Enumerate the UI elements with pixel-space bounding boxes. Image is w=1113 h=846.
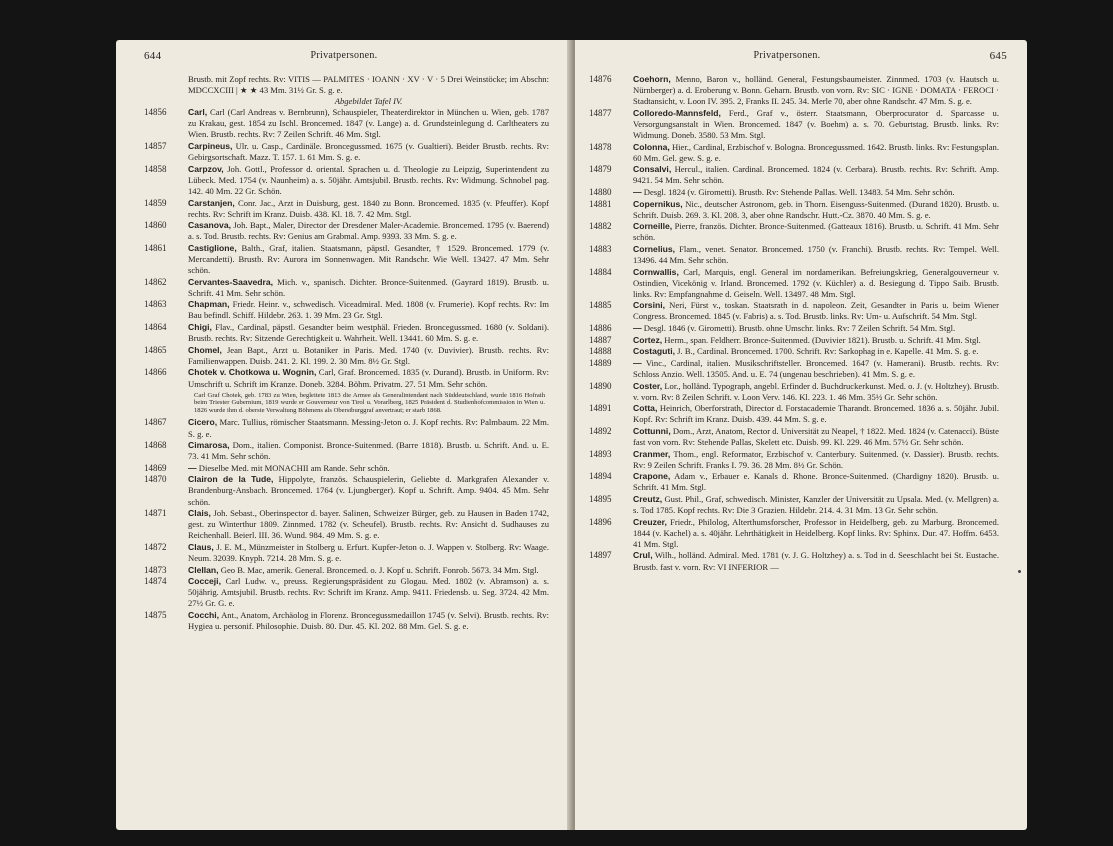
catalog-entry <box>144 345 549 367</box>
catalog-entry <box>144 417 549 439</box>
entry-number: 14886 <box>589 323 612 334</box>
entry-text: Herm., span. Feldherr. Bronce-Suitenmed. (Duvivier 1821). Brustb. u. Schrift. 41 Mm. Stgl. <box>664 334 981 345</box>
catalog-entry <box>589 346 999 357</box>
entry-text: Conr. Jac., Arzt in Duisburg, gest. 1840 zu Bonn. Broncemed. 1835 (v. Pfeuffer). Kopf rechts. Rv: Schrift im Kranz. Duisb. 438. Kl. 18. 7. 42 Mm. Stgl. <box>188 197 549 219</box>
entry-text: Hercul., italien. Cardinal. Broncemed. 1824 (v. Cerbara). Brustb. rechts. Rv: Schrift. Amp. 9421. 54 Mm. Sehr schön. <box>633 164 999 186</box>
entry-number: 14860 <box>144 220 167 231</box>
catalog-entry <box>144 565 549 576</box>
entry-text: Flav., Cardinal, päpstl. Gesandter beim westphäl. Frieden. Broncegussmed. 1680 (v. Soldani). Brustb. rechts. Rv: Sitzende Gerechtigkeit u. Wahrheit. Well. 13441. 60 Mm. S. g. e. <box>188 322 549 344</box>
entry-number: 14873 <box>144 564 167 575</box>
entry-name: Clais, <box>188 508 211 519</box>
right-column <box>589 74 999 573</box>
entry-number: 14883 <box>589 243 612 254</box>
entry-name: Carpineus, <box>188 141 233 152</box>
entry-text: Geo B. Mac, amerik. General. Broncemed. o. J. Kopf u. Schrift. Fonrob. 5673. 34 Mm. Stgl. <box>220 564 539 575</box>
catalog-entry <box>144 141 549 163</box>
catalog-entry <box>589 517 999 550</box>
catalog-entry <box>589 164 999 186</box>
entry-text: Hier., Cardinal, Erzbischof v. Bologna. Broncegussmed. 1642. Brustb. links. Rv: Festungsplan. 60 Mm. Gel. gew. S. g. e. <box>633 141 999 163</box>
entry-text: J. B., Cardinal. Broncemed. 1700. Schrift. Rv: Sarkophag in e. Kapelle. 41 Mm. S. g. e. <box>677 346 979 357</box>
catalog-entry <box>589 550 999 572</box>
entry-number: 14887 <box>589 334 612 345</box>
entry-number: 14878 <box>589 141 612 152</box>
catalog-entry <box>144 440 549 462</box>
left-entries-continued <box>144 417 549 632</box>
margin-mark <box>1018 570 1021 573</box>
catalog-entry <box>144 474 549 507</box>
entry-text: Ferd., Graf v., österr. Staatsmann, Oberprocurator d. Sparcasse u. Versorgungsanstalt in Wien. Broncemed. 1847 (v. Boehm) a. s. 70. Geburtstag. Brustb. links. Rv: Widmung. Doneb. 3580. 53 Mm. Stgl. <box>633 107 999 140</box>
catalog-entry <box>589 494 999 516</box>
catalog-entry <box>144 107 549 140</box>
entry-name: Cornelius, <box>633 243 676 254</box>
entry-name: Coehorn, <box>633 74 671 84</box>
entry-text: Dom., Arzt, Anatom, Rector d. Universität zu Neapel, † 1822. Med. 1824 (v. Catenacci). Büste fast von vorn. Rv: Stehende Pallas, Skelett etc. Duisb. 99. Kl. 229. 46 Mm. 57½ Gr. Sehr schön. <box>633 425 999 447</box>
entry-text: Heinrich, Oberforstrath, Director d. Forstacademie Tharandt. Broncemed. 1836 a. s. 50jähr. Jubil. Kopf. Rv: Schrift im Kranz. Duisb. 439. 44 Mm. S. g. e. <box>633 403 999 425</box>
entry-text: Carl (Carl Andreas v. Bernbrunn), Schauspieler, Theaterdirektor in München u. Wien, geb. 1787 zu Krakau, gest. 1854 zu Ischl. Broncemed. 1847 (v. Lange) a. d. Grundsteinlegung d. Carltheaters zu Wien. Brustb. rechts. Rv: 7 Zeilen Schrift. 46 Mm. Stgl. <box>188 107 549 140</box>
entry-text: Dom., italien. Componist. Bronce-Suitenmed. (Barre 1818). Brustb. u. Schrift. And. u. E. 73. 41 Mm. Sehr schön. <box>188 440 549 462</box>
entry-name: Casanova, <box>188 220 231 231</box>
entry-name: Copernikus, <box>633 198 683 209</box>
entry-number: 14893 <box>589 448 612 459</box>
entry-name: Cranmer, <box>633 448 671 459</box>
entry-number: 14859 <box>144 197 167 208</box>
entry-text: Desgl. 1824 (v. Girometti). Brustb. Rv: Stehende Pallas. Well. 13483. 54 Mm. Sehr schön. <box>643 186 955 197</box>
continuation-text: Brustb. mit Zopf rechts. Rv: VITIS — PALMITES · IOANN · XV · V · 5 Drei Weinstöcke; im Abschn: MDCCXCIII | ★ ★ 43 Mm. 31½ Gr. S. g. e. <box>188 74 549 96</box>
entry-name: Crul, <box>633 550 653 561</box>
entry-number: 14864 <box>144 322 167 333</box>
entry-name: Creutz, <box>633 493 663 504</box>
entry-name: Claus, <box>188 541 214 552</box>
entry-name: Costaguti, <box>633 346 676 357</box>
entry-text: Carl Ludw. v., preuss. Regierungspräsident zu Glogau. Med. 1802 (v. Abramson) a. s. 50jährig. Amtsjubil. Brustb. rechts. Rv: Schrift im Kranz. Amp. 9411. Friedensb. u. Seg. 3724. 42 Mm. 27½ Gr. G. e. <box>188 576 549 609</box>
catalog-entry <box>589 244 999 266</box>
entry-text: Flam., venet. Senator. Broncemed. 1750 (v. Franchi). Brustb. rechts. Rv: Tempel. Well. 13496. 44 Mm. Sehr schön. <box>633 243 999 265</box>
entry-number: 14858 <box>144 163 167 174</box>
entry-name: Castiglione, <box>188 242 237 253</box>
catalog-entry <box>144 220 549 242</box>
catalog-entry <box>144 164 549 197</box>
entry-name: Cottunni, <box>633 425 671 436</box>
catalog-entry <box>589 142 999 164</box>
entry-number: 14892 <box>589 425 612 436</box>
catalog-entry <box>589 335 999 346</box>
entry-name: Crapone, <box>633 471 671 482</box>
catalog-entry <box>589 74 999 107</box>
catalog-entry <box>144 542 549 564</box>
catalog-entry <box>144 198 549 220</box>
entry-text: Carl, Graf. Broncemed. 1835 (v. Durand). Brustb. in Uniform. Rv: Umschrift u. Schrift im Kranze. Doneb. 3284. Böhm. Privatm. 27. 51 Mm. Sehr schön. <box>188 367 549 389</box>
entry-text: Thom., engl. Reformator, Erzbischof v. Canterbury. Suitenmed. (v. Dassier). Brustb. rechts. Rv: 9 Zeilen Schrift. Franks I. 79. 36. 28 Mm. 8½ Gr. Schön. <box>633 448 999 470</box>
catalog-entry <box>589 381 999 403</box>
catalog-entry <box>144 508 549 541</box>
entry-text: Friedr. Heinr. v., schwedisch. Viceadmiral. Med. 1808 (v. Frumerie). Kopf rechts. Rv: Im Bau befindl. Schiff. Hildebr. 263. 1. 39 Mm. 23 Gr. Stgl. <box>188 299 549 321</box>
entry-number: 14891 <box>589 403 612 414</box>
entry-number: 14879 <box>589 164 612 175</box>
entry-number: 14888 <box>589 346 612 357</box>
entry-number: 14876 <box>589 74 612 84</box>
entry-text: Wilh., holländ. Admiral. Med. 1781 (v. J. G. Holtzhey) a. s. Tod in d. Seeschlacht bei St. Eustache. Brustb. fast v. vorn. Rv: VI INFERIOR — <box>633 550 999 572</box>
entry-name: Creuzer, <box>633 516 667 527</box>
entry-text: J. E. M., Münzmeister in Stolberg u. Erfurt. Kupfer-Jeton o. J. Wappen v. Stolberg. Rv: Waage. Neum. 32039. Knyph. 7214. 28 Mm. S. g. e. <box>188 541 549 564</box>
entry-name: Corneille, <box>633 221 673 232</box>
catalog-entry <box>144 243 549 276</box>
entry-name: Coster, <box>633 380 663 391</box>
left-page <box>116 40 571 830</box>
left-entries <box>144 107 549 389</box>
catalog-entry <box>144 367 549 389</box>
catalog-entry <box>589 323 999 334</box>
entry-text: Hippolyte, französ. Schauspielerin, Geliebte d. Markgrafen Alexander v. Brandenburg-Ansbach. Broncemed. 1764 (v. Ljungberger). Kopf u. Schrift. Amp. 9404. 45 Mm. Sehr schön. <box>188 474 549 507</box>
entry-text: Marc. Tullius, römischer Staatsmann. Messing-Jeton o. J. Kopf rechts. Rv: Palmbaum. 22 Mm. S. g. e. <box>188 417 549 439</box>
entry-number: 14871 <box>144 508 167 519</box>
catalog-entry <box>589 449 999 471</box>
entry-number: 14856 <box>144 107 167 118</box>
entry-text: Friedr., Philolog, Alterthumsforscher, Professor in Heidelberg, geb. zu Marburg. Broncemed. 1844 (v. Kachel) a. s. 40jähr. Lehrthätigkeit in Heidelberg. Kopf links. Rv: Sphinx. Dur. 47. Hoffm. 6453. 41 Mm. Stgl. <box>633 516 999 549</box>
entry-number: 14896 <box>589 516 612 527</box>
entry-name: Chomel, <box>188 344 222 355</box>
entry-name: Cervantes-Saavedra, <box>188 276 274 287</box>
entry-number: 14867 <box>144 417 167 428</box>
entry-name: Chigi, <box>188 322 212 333</box>
catalog-entry <box>144 277 549 299</box>
entry-number: 14877 <box>589 107 612 118</box>
entry-name: Cocceji, <box>188 576 221 587</box>
entry-number: 14861 <box>144 242 167 253</box>
left-page-number: 644 <box>144 50 162 62</box>
catalog-entry <box>589 471 999 493</box>
entry-number: 14894 <box>589 471 612 482</box>
entry-text: Joh. Sebast., Oberinspector d. bayer. Salinen, Schweizer Bürger, geb. zu Hausen in Baden 1742, gest. zu Winterthur 1809. Zinnmed. 1782 (v. Scheufel). Brustb. rechts. Rv: Ansicht d. Sudhauses zu Reichenhall. Beierl. III. 36. Wund. 984. 49 Mm. S. g. e. <box>188 508 549 541</box>
catalog-entry <box>589 199 999 221</box>
entry-number: 14889 <box>589 357 612 368</box>
entry-text: Desgl. 1846 (v. Girometti). Brustb. ohne Umschr. links. Rv: 7 Zeilen Schrift. 54 Mm. Stgl. <box>643 323 956 334</box>
entry-name: Clellan, <box>188 564 219 575</box>
entry-number: 14882 <box>589 221 612 232</box>
entry-number: 14872 <box>144 541 167 552</box>
right-page-number: 645 <box>989 50 1007 62</box>
entry-number: 14857 <box>144 141 167 152</box>
entry-name: Chapman, <box>188 299 230 310</box>
entry-number: 14874 <box>144 576 167 587</box>
footnote: Carl Graf Chotek, geb. 1783 zu Wien, begleitete 1813 die Armee als Generalintendant nach Süddeutschland, wurde 1816 Hofrath beim Triester Gubernium, 1819 wurde er Gouverneur von Tirol u. Vorarlberg, 1825 Präsident d. Studienhofcommission in Wien u. 1826 wurde ihm d. oberste Verwaltung Böhmens als Oberstburggraf anvertraut; er starb 1868. <box>194 391 545 414</box>
right-entries <box>589 74 999 573</box>
catalog-entry <box>589 108 999 141</box>
entry-number: 14881 <box>589 198 612 209</box>
entry-name: Carpzov, <box>188 163 224 174</box>
entry-name: — <box>633 357 642 368</box>
entry-text: Menno, Baron v., holländ. General, Festungsbaumeister. Zinnmed. 1703 (v. Hautsch u. Nürnberger) a. d. Eroberung v. Bonn. Geharn. Brustb. von vorn. Rv: SIC · IGNE · DOMATA · FEROCI · Stadtansicht, v. Loon IV. 395. 2, Franks II. 245. 34. Merle 70, aber ohne Randschr. 47 Mm. S. g. e. <box>633 74 999 107</box>
entry-text: Joh. Gottl., Professor d. oriental. Sprachen u. d. Theologie zu Leipzig, Superintendent zu Lübeck. Med. 1754 (v. Naunheim) a. s. 50jähr. Amtsjubil. Brustb. rechts. Rv: Widmung. Schnobel pag. 142. 40 Mm. 22 Gr. Schön. <box>188 163 549 196</box>
catalog-entry <box>589 221 999 243</box>
entry-name: Consalvi, <box>633 164 672 175</box>
catalog-entry <box>589 403 999 425</box>
entry-name: — <box>633 186 642 197</box>
entry-text: Joh. Bapt., Maler, Director der Dresdener Maler-Academie. Broncemed. 1795 (v. Baerend) a. s. Tod. Brustb. rechts. Rv: Genius am Grabmal. Amp. 9393. 33 Mm. S. g. e. <box>188 220 549 242</box>
entry-text: Carl, Marquis, engl. General im nordamerikan. Befreiungskrieg, Generalgouverneur v. Ostindien, Vicekönig v. Irland. Broncemed. 1792 (v. Küchler) a. d. Besiegung d. Tippo Saib. Brustb. links. Rv: Empfangnahme d. Geiseln. Well. 13497. 48 Mm. Stgl. <box>633 266 999 299</box>
entry-number: 14869 <box>144 462 167 473</box>
entry-text: Jean Bapt., Arzt u. Botaniker in Paris. Med. 1740 (v. Duvivier). Brustb. rechts. Rv: Familienwappen. Duisb. 241. 2. Kl. 199. 2. 30 Mm. 8½ Gr. Stgl. <box>188 344 549 366</box>
catalog-entry <box>144 610 549 632</box>
entry-name: — <box>188 462 197 473</box>
catalog-entry <box>589 187 999 198</box>
plate-caption: Abgebildet Tafel IV. <box>334 96 403 107</box>
entry-text: Nic., deutscher Astronom, geb. in Thorn. Eisenguss-Suitenmed. (Durand 1820). Brustb. u. Schrift. Duisb. 269. 3. Kl. 208. 3, aber ohne Randschr. Hutt.-Cz. 3870. 40 Mm. S. g. e. <box>633 198 999 220</box>
entry-number: 14875 <box>144 610 167 620</box>
entry-name: Cimarosa, <box>188 440 230 451</box>
entry-number: 14897 <box>589 550 612 561</box>
entry-text: Balth., Graf, italien. Staatsmann, päpstl. Gesandter, † 1529. Broncemed. 1779 (v. Mercandetti). Brustb. Rv: Aurora im Sonnenwagen. Mit Randschr. Wie Well. 13427. 47 Mm. Sehr schön. <box>188 242 549 276</box>
entry-text: Adam v., Erbauer e. Kanals d. Rhone. Bronce-Suitenmed. (Chardigny 1820). Brustb. u. Schrift. 41 Mm. Stgl. <box>633 471 999 493</box>
entry-name: Cicero, <box>188 417 218 428</box>
entry-number: 14866 <box>144 367 167 378</box>
entry-name: Carl, <box>188 107 208 118</box>
catalog-entry <box>144 463 549 474</box>
catalog-entry <box>144 322 549 344</box>
entry-text: Neri, Fürst v., toskan. Staatsrath in d. napoleon. Zeit, Gesandter in Paris u. beim Wiener Congress. Broncemed. 1845 (v. Fabris) a. s. Tod. Brustb. links. Rv: Um- u. Aufschrift. 54 Mm. Stgl. <box>633 300 999 322</box>
entry-name: Cocchi, <box>188 610 220 620</box>
catalog-entry <box>144 576 549 609</box>
entry-number: 14870 <box>144 474 167 485</box>
right-page <box>575 40 1027 830</box>
entry-text: Ant., Anatom, Archäolog in Florenz. Broncegussmedaillon 1745 (v. Selvi). Brustb. rechts. Rv: Hygiea u. personif. Philosophie. Duisb. 80. Dur. 45. Kl. 202. 88 Mm. Gel. S. g. e. <box>188 610 549 632</box>
entry-number: 14863 <box>144 299 167 310</box>
right-page-title: Privatpersonen. <box>753 50 821 61</box>
entry-name: Cortez, <box>633 334 663 345</box>
catalog-entry <box>589 426 999 448</box>
entry-name: Colonna, <box>633 141 670 152</box>
entry-number: 14884 <box>589 266 612 277</box>
entry-number: 14880 <box>589 186 612 197</box>
entry-number: 14885 <box>589 300 612 311</box>
entry-number: 14890 <box>589 380 612 391</box>
entry-name: Cotta, <box>633 403 658 414</box>
entry-name: Cornwallis, <box>633 266 679 277</box>
entry-text: Vinc., Cardinal, italien. Musikschriftsteller. Broncemed. 1647 (v. Hamerani). Brustb. rechts. Rv: Schloss Anzio. Well. 13505. And. u. E. 74 (ungenau beschrieben). 41 Mm. S. g. e. <box>633 357 999 379</box>
catalog-entry <box>144 299 549 321</box>
catalog-entry <box>589 358 999 380</box>
entry-text: Ulr. u. Casp., Cardinäle. Broncegussmed. 1675 (v. Gualtieri). Beider Brustb. rechts. Rv: Gebirgsortschaft. Mazz. T. 157. 1. 61 Mm. S. g. e. <box>188 141 549 163</box>
entry-text: Pierre, französ. Dichter. Bronce-Suitenmed. (Gatteaux 1816). Brustb. u. Schrift. 41 Mm. Sehr schön. <box>633 221 1000 243</box>
entry-name: — <box>633 323 642 334</box>
entry-number: 14868 <box>144 440 167 451</box>
entry-name: Corsini, <box>633 300 665 311</box>
entry-name: Colloredo-Mannsfeld, <box>633 107 721 118</box>
entry-name: Chotek v. Chotkowa u. Wognin, <box>188 367 317 378</box>
catalog-entry <box>589 300 999 322</box>
entry-text: Gust. Phil., Graf, schwedisch. Minister, Kanzler der Universität zu Upsala. Med. (v. Mellgren) a. s. Tod 1785. Kopf rechts. Rv: Die 3 Grazien. Hildebr. 214. 4. 31 Mm. 13 Gr. Sehr schön. <box>633 493 999 516</box>
entry-number: 14895 <box>589 493 612 504</box>
entry-name: Carstanjen, <box>188 197 235 208</box>
entry-text: Mich. v., spanisch. Dichter. Bronce-Suitenmed. (Gayrard 1819). Brustb. u. Schrift. 41 Mm. Sehr schön. <box>188 276 549 298</box>
entry-text: Lor., holländ. Typograph, angebl. Erfinder d. Buchdruckerkunst. Med. o. J. (v. Holtzhey). Brustb. v. vorn. Rv: 8 Zeilen Schrift. v. Loon Verv. 146. Kl. 223. 1. 46 Mm. 35½ Gr. Sehr schön. <box>633 380 999 402</box>
left-column <box>144 74 549 633</box>
catalog-entry <box>589 267 999 300</box>
entry-number: 14865 <box>144 344 167 355</box>
entry-number: 14862 <box>144 276 167 287</box>
entry-text: Dieselbe Med. mit MONACHII am Rande. Sehr schön. <box>198 462 390 473</box>
entry-name: Clairon de la Tude, <box>188 474 274 485</box>
left-page-title: Privatpersonen. <box>310 50 378 61</box>
